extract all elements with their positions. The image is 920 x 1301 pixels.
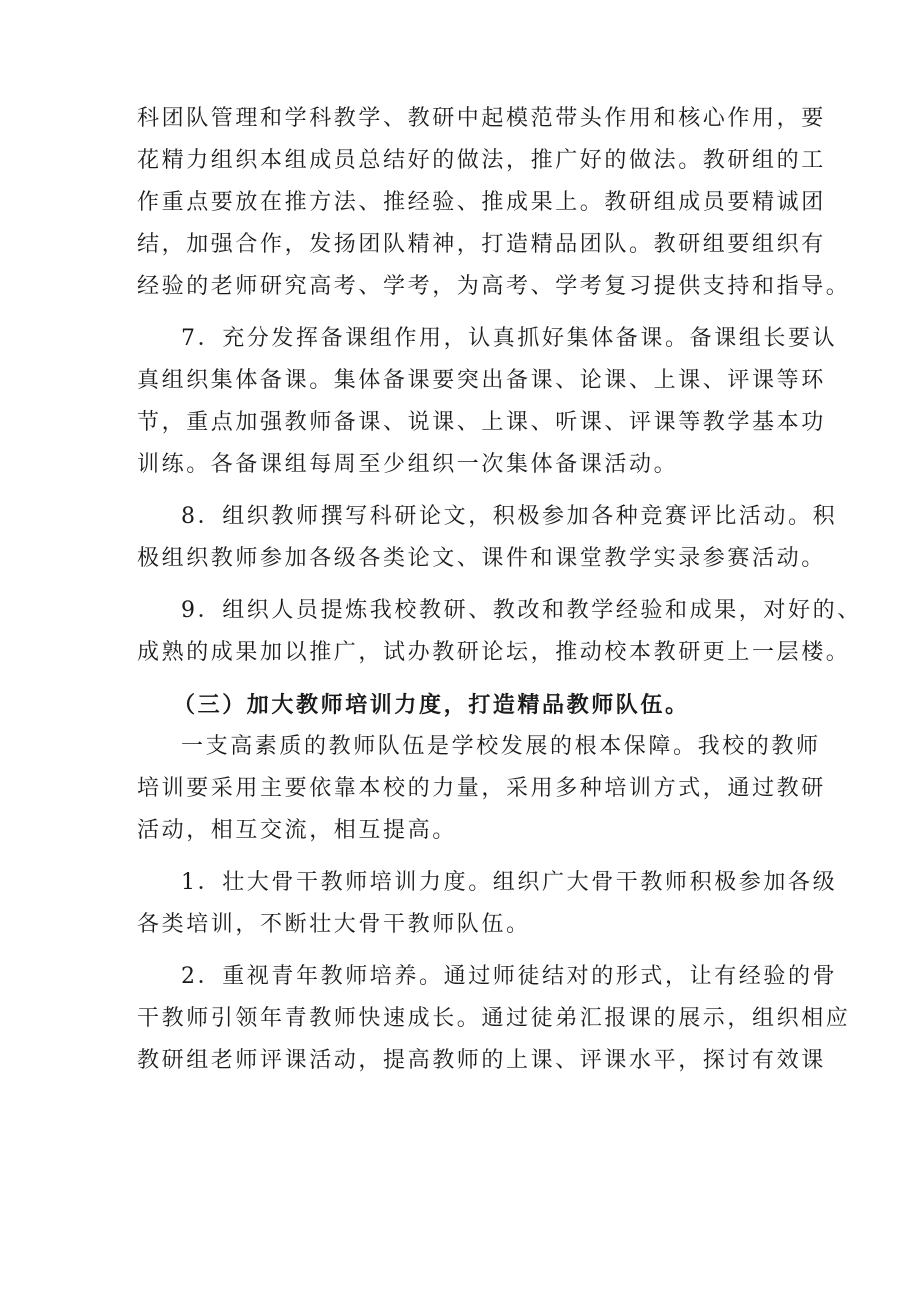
text-line: 干教师引领年青教师快速成长。通过徒弟汇报课的展示，组织相应: [137, 1006, 851, 1031]
text-line: 训练。各备课组每周至少组织一次集体备课活动。: [137, 452, 679, 477]
section-heading: [137, 684, 793, 726]
text-line: 1．壮大骨干教师培训力度。组织广大骨干教师积极参加各级: [181, 870, 838, 895]
section-heading-text: （三）加大教师培训力度，打造精品教师队伍。: [173, 692, 690, 718]
paragraph-item-7: [137, 318, 838, 486]
text-line: 作重点要放在推方法、推经验、推成果上。教研组成员要精诚团: [137, 190, 826, 215]
paragraph-item-9: [137, 590, 862, 674]
text-line: 9．组织人员提炼我校教研、教改和教学经验和成果，对好的、: [181, 598, 862, 623]
paragraph-continuation: [137, 98, 851, 308]
text-line: 培训要采用主要依靠本校的力量，采用多种培训方式，通过教研: [137, 776, 826, 801]
text-line: 科团队管理和学科教学、教研中起模范带头作用和核心作用，要: [137, 106, 826, 131]
text-line: 成熟的成果加以推广，试办教研论坛，推动校本教研更上一层楼。: [137, 640, 851, 665]
paragraph-training-intro: [137, 726, 826, 852]
paragraph-item-2: [137, 956, 851, 1082]
text-line: 结，加强合作，发扬团队精神，打造精品团队。教研组要组织有: [137, 232, 826, 257]
text-line: 节，重点加强教师备课、说课、上课、听课、评课等教学基本功: [137, 410, 826, 435]
text-line: 各类培训，不断壮大骨干教师队伍。: [137, 912, 531, 937]
paragraph-item-1: [137, 862, 838, 946]
text-line: 活动，相互交流，相互提高。: [137, 818, 457, 843]
text-line: 7．充分发挥备课组作用，认真抓好集体备课。备课组长要认: [181, 326, 838, 351]
document-page: [137, 98, 862, 1082]
text-line: 8．组织教师撰写科研论文，积极参加各种竞赛评比活动。积: [181, 504, 838, 529]
text-line: 2．重视青年教师培养。通过师徒结对的形式，让有经验的骨: [181, 964, 838, 989]
text-line: 一支高素质的教师队伍是学校发展的根本保障。我校的教师: [181, 734, 821, 759]
text-line: 经验的老师研究高考、学考，为高考、学考复习提供支持和指导。: [137, 274, 851, 299]
paragraph-item-8: [137, 496, 838, 580]
text-line: 极组织教师参加各级各类论文、课件和课堂教学实录参赛活动。: [137, 546, 826, 571]
text-line: 教研组老师评课活动，提高教师的上课、评课水平，探讨有效课: [137, 1048, 826, 1073]
text-line: 花精力组织本组成员总结好的做法，推广好的做法。教研组的工: [137, 148, 826, 173]
text-line: 真组织集体备课。集体备课要突出备课、论课、上课、评课等环: [137, 368, 826, 393]
